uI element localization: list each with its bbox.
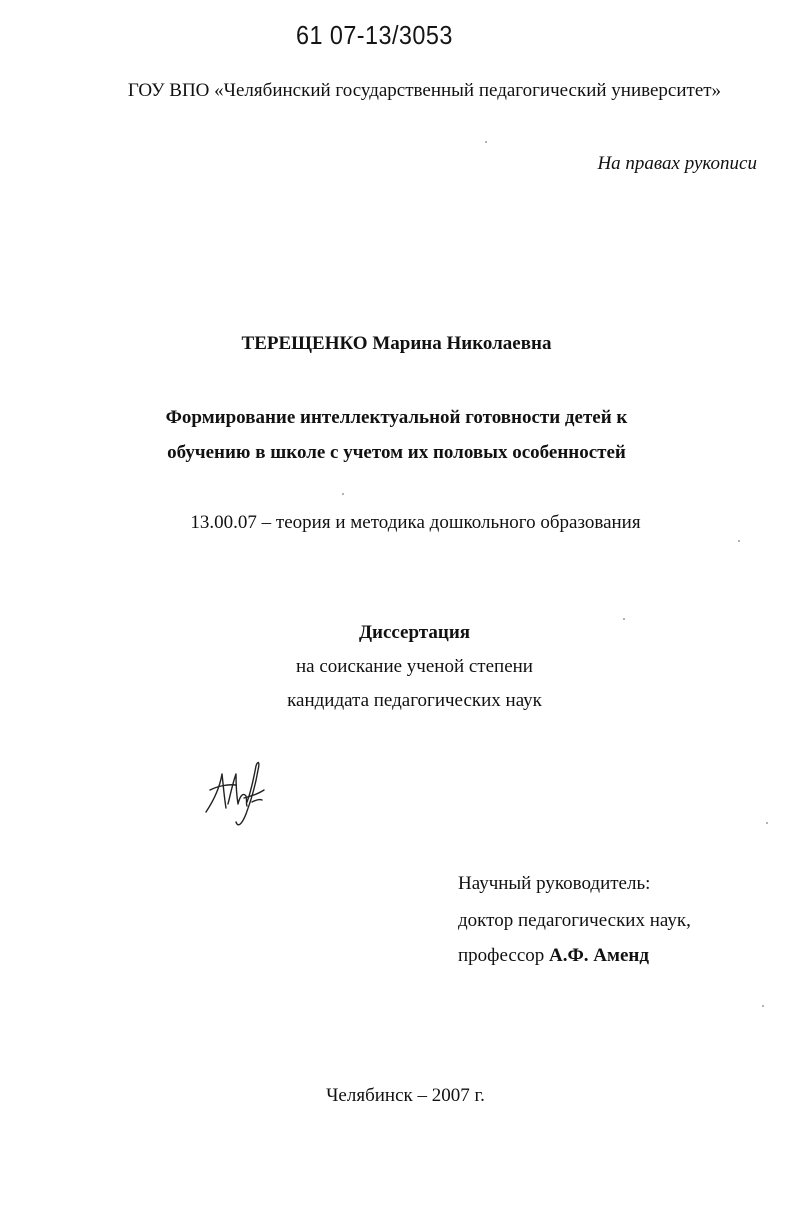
scan-speck — [623, 618, 625, 620]
city-year: Челябинск – 2007 г. — [326, 1085, 485, 1106]
degree-line-2: кандидата педагогических наук — [287, 690, 542, 711]
institution-name: ГОУ ВПО «Челябинский государственный педагогический университет» — [127, 80, 722, 101]
scan-speck — [766, 822, 768, 824]
specialty-code: 13.00.07 – теория и методика дошкольного образования — [190, 512, 641, 533]
supervisor-degree: доктор педагогических наук, — [458, 910, 691, 931]
title-line-2: обучению в школе с учетом их половых особенностей — [167, 442, 626, 463]
catalog-number: 61 07-13/3053 — [296, 20, 453, 50]
author-name: ТЕРЕЩЕНКО Марина Николаевна — [241, 333, 552, 354]
supervisor-title: профессор — [458, 945, 545, 966]
title-line-1: Формирование интеллектуальной готовности детей к — [165, 407, 628, 428]
dissertation-title — [0, 400, 793, 470]
scan-speck — [485, 141, 487, 143]
scan-speck — [342, 493, 344, 495]
handwritten-signature — [200, 752, 280, 832]
supervisor-title-line — [458, 945, 649, 967]
manuscript-note: На правах рукописи — [597, 153, 757, 174]
supervisor-label: Научный руководитель: — [458, 873, 651, 894]
scan-speck — [762, 1005, 764, 1007]
dissertation-type: Диссертация — [358, 622, 471, 643]
supervisor-name: А.Ф. Аменд — [549, 945, 649, 966]
scan-speck — [738, 540, 740, 542]
degree-line-1: на соискание ученой степени — [296, 656, 533, 677]
